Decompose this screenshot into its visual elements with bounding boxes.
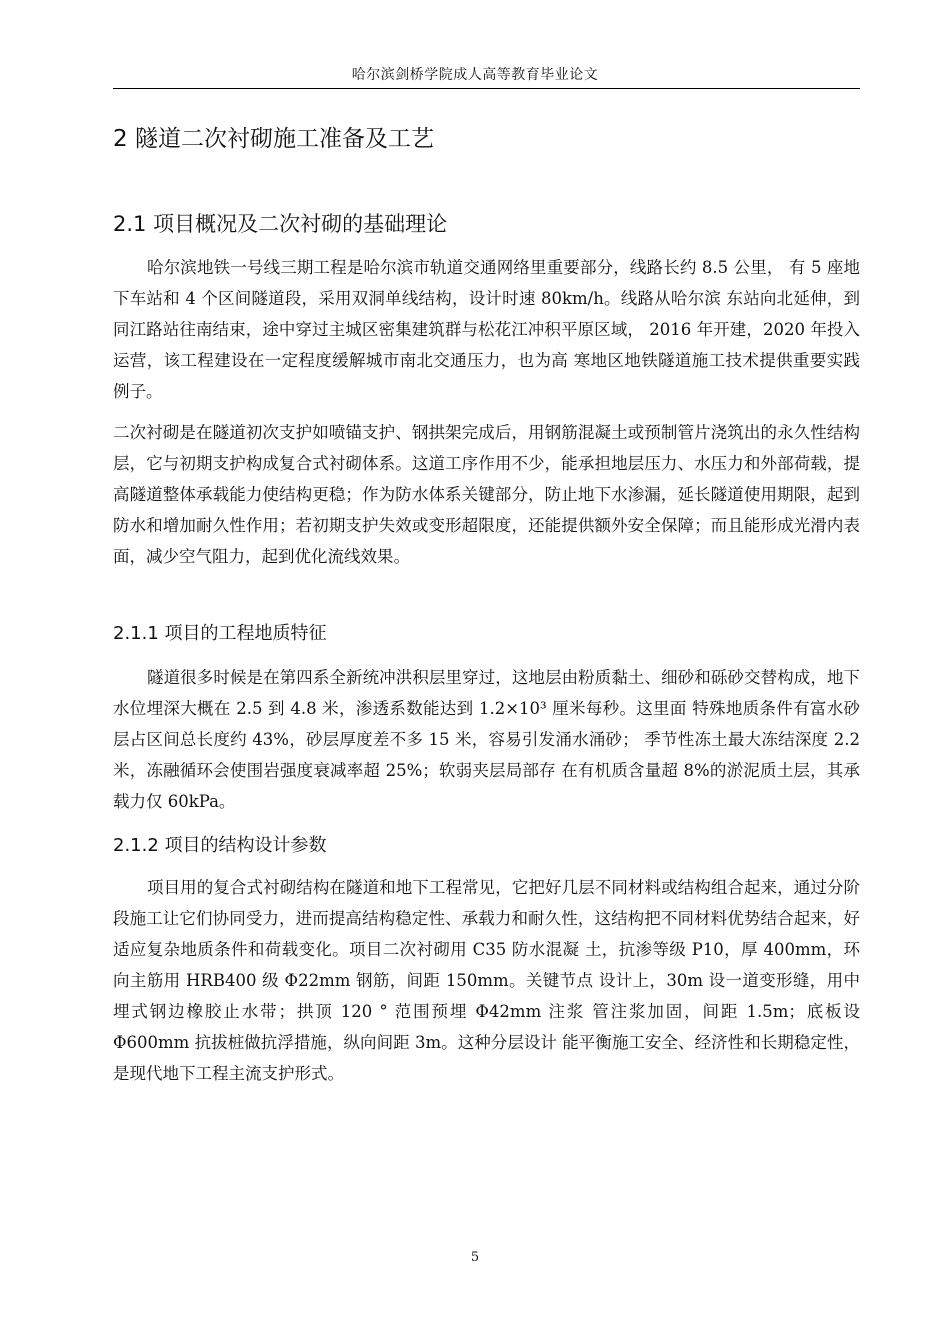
section-heading-2-1-1: 2.1.1 项目的工程地质特征	[113, 623, 327, 644]
chapter-heading: 2 隧道二次衬砌施工准备及工艺	[113, 126, 434, 152]
paragraph-structural-design: 项目用的复合式衬砌结构在隧道和地下工程常见，它把好几层不同材料或结构组合起来，通过分阶段施工让它们协同受力，进而提高结构稳定性、承载力和耐久性，这结构把不同材料优势结合起来，好适应复杂地质条件和荷载变化。项目二次衬砌用 C35 防水混凝 土，抗渗等级 P10，厚 400mm，环向主筋用 HRB400 级 Φ22mm 钢筋，间距 150mm。关键节点 设计上，30m 设一道变形缝，用中埋式钢边橡胶止水带；拱顶 120 ° 范围预埋 Φ42mm 注浆 管注浆加固，间距 1.5m；底板设 Φ600mm 抗拔桩做抗浮措施，纵向间距 3m。这种分层设计 能平衡施工安全、经济性和长期稳定性，是现代地下工程主流支护形式。	[113, 878, 860, 1083]
section-heading-2-1-2: 2.1.2 项目的结构设计参数	[113, 835, 327, 856]
section-heading-2-1: 2.1 项目概况及二次衬砌的基础理论	[113, 212, 448, 236]
paragraph-geology: 隧道很多时候是在第四系全新统冲洪积层里穿过，这地层由粉质黏土、细砂和砾砂交替构成，地下水位埋深大概在 2.5 到 4.8 米，渗透系数能达到 1.2×10³ 厘米每秒。这里面 特殊地质条件有富水砂层占区间总长度约 43%，砂层厚度差不多 15 米，容易引发涌水涌砂； 季节性冻土最大冻结深度 2.2 米，冻融循环会使围岩强度衰减率超 25%；软弱夹层局部存 在有机质含量超 8%的淤泥质土层，其承载力仅 60kPa。	[113, 668, 860, 811]
paragraph-project-overview: 哈尔滨地铁一号线三期工程是哈尔滨市轨道交通网络里重要部分，线路长约 8.5 公里， 有 5 座地下车站和 4 个区间隧道段，采用双洞单线结构，设计时速 80km/h。线路从哈尔滨 东站向北延伸，到同江路站往南结束，途中穿过主城区密集建筑群与松花江冲积平原区域， 2016 年开建，2020 年投入运营，该工程建设在一定程度缓解城市南北交通压力，也为高 寒地区地铁隧道施工技术提供重要实践例子。	[113, 258, 860, 401]
page-number: 5	[470, 1250, 480, 1265]
running-header: 哈尔滨剑桥学院成人高等教育毕业论文	[351, 67, 599, 83]
paragraph-secondary-lining-theory: 二次衬砌是在隧道初次支护如喷锚支护、钢拱架完成后，用钢筋混凝土或预制管片浇筑出的永久性结构层，它与初期支护构成复合式衬砌体系。这道工序作用不少，能承担地层压力、水压力和外部荷载，提高隧道整体承载能力使结构更稳；作为防水体系关键部分，防止地下水渗漏，延长隧道使用期限，起到防水和增加耐久性作用；若初期支护失效或变形超限度，还能提供额外安全保障；而且能形成光滑内表面，减少空气阻力，起到优化流线效果。	[113, 423, 860, 566]
header-divider	[113, 88, 860, 89]
